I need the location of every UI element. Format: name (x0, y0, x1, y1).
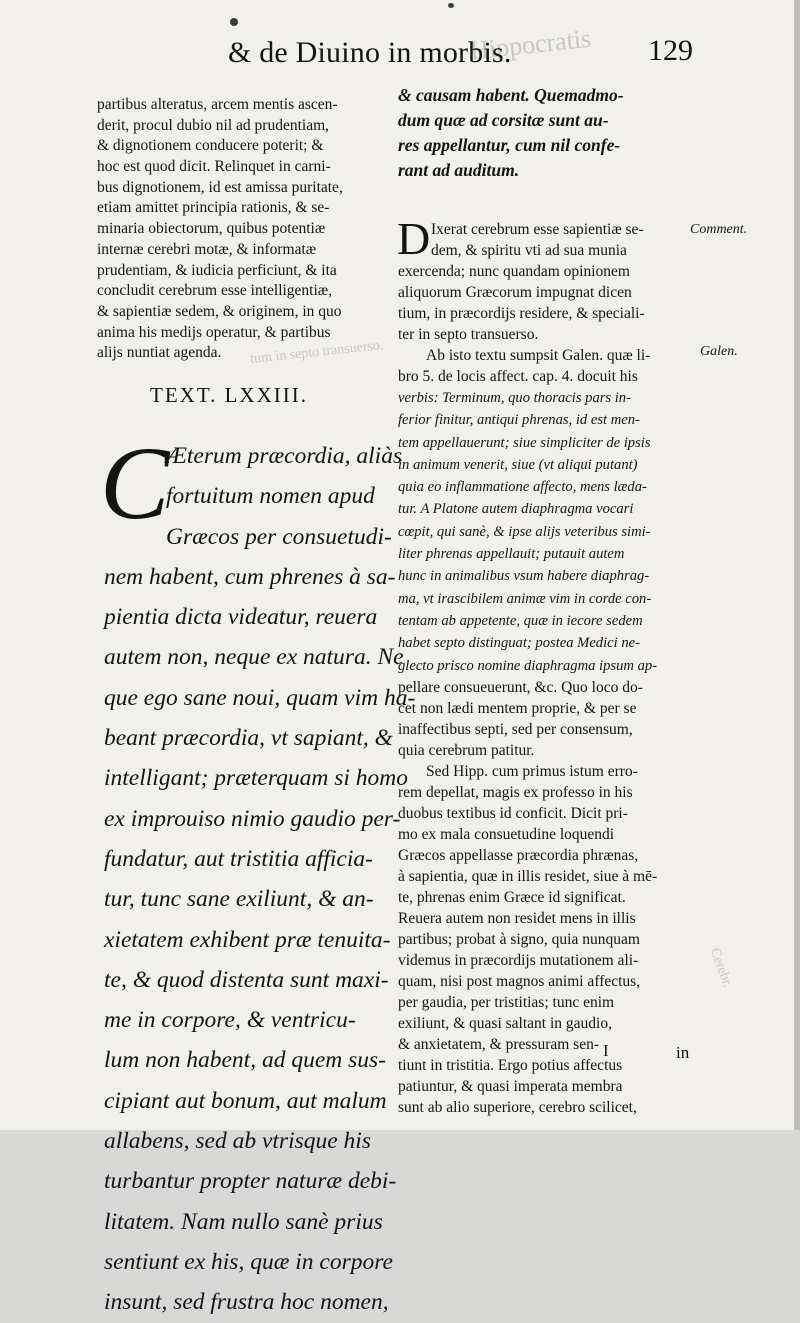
text-line: hunc in animalibus vsum habere diaphrag- (398, 568, 650, 585)
text-line: ferior finitur, antiqui phrenas, id est men- (398, 412, 640, 429)
margin-note-galen: Galen. (700, 344, 738, 359)
text-line: Sed Hipp. cum primus istum erro- (426, 762, 638, 780)
text-line: litatem. Nam nullo sanè prius (104, 1208, 383, 1235)
text-line: cipiant aut bonum, aut malum (104, 1087, 387, 1114)
text-line: dum quæ ad corsitæ sunt au- (398, 110, 609, 130)
text-line: insunt, sed frustra hoc nomen, (104, 1289, 389, 1316)
text-line: duobus textibus id conficit. Dicit pri- (398, 804, 628, 822)
text-line: partibus alteratus, arcem mentis ascen- (97, 96, 338, 113)
text-line: tur, tunc sane exiliunt, & an- (104, 886, 374, 913)
ink-blot (230, 18, 238, 26)
text-line: tiunt in tristitia. Ergo potius affectus (398, 1056, 623, 1074)
text-line: autem non, neque ex natura. Ne (104, 644, 404, 671)
text-line: sunt ab alio superiore, cerebro scilicet, (398, 1098, 637, 1116)
text-line: tium, in præcordijs residere, & speciali- (398, 305, 645, 322)
text-line: anima his medijs operatur, & partibus (97, 323, 331, 341)
text-line: cet non lædi mentem proprie, & per se (398, 699, 637, 717)
text-line: per gaudia, per tristitias; tunc enim (398, 993, 615, 1011)
text-line: sentiunt ex his, quæ in corpore (104, 1248, 393, 1275)
text-line: res appellantur, cum nil confe- (398, 135, 621, 155)
bleed-through-text: Cerebr. (706, 946, 735, 990)
text-line: & sapientiæ sedem, & originem, in quo (97, 302, 342, 320)
bleed-through-text: tum in septo transuerso. (249, 338, 385, 367)
text-line: dem, & spiritu vti ad sua munia (431, 242, 627, 259)
text-line: concludit cerebrum esse intelligentiæ, (97, 282, 333, 300)
page-number: 129 (648, 34, 693, 67)
text-line: xietatem exhibent præ tenuita- (104, 926, 391, 953)
text-line: pientia dicta videatur, reuera (104, 604, 378, 631)
text-line: me in corpore, & ventricu- (104, 1007, 356, 1034)
text-line: te, phrenas enim Græce id significat. (398, 888, 626, 906)
bleed-through-text: Hippocratis (468, 23, 593, 66)
text-line: cœpit, qui sanè, & ipse alijs veteribus simi- (398, 523, 651, 540)
text-line: & anxietatem, & pressuram sen- (398, 1035, 600, 1053)
text-line: quam, nisi post magnos animi affectus, (398, 972, 641, 990)
text-line: patiuntur, & quasi imperata membra (398, 1077, 623, 1095)
text-line: exiliunt, & quasi saltant in gaudio, (398, 1014, 612, 1032)
text-line: bus dignotionem, id est amissa puritate, (97, 178, 343, 196)
text-line: à sapientia, quæ in illis residet, siue à mē- (398, 867, 658, 885)
text-line: ter in septo transuerso. (398, 326, 539, 343)
signature-mark: I (603, 1041, 609, 1060)
commentary-drop-cap: D (397, 213, 431, 264)
text-line: Ab isto textu sumpsit Galen. quæ li- (426, 347, 651, 364)
text-line: mo ex mala consuetudine loquendi (398, 825, 615, 843)
text-line: alijs nuntiat agenda. (97, 344, 222, 362)
text-line: fortuitum nomen apud (166, 483, 375, 510)
text-line: rem depellat, magis ex professo in his (398, 783, 633, 801)
text-line: quia cerebrum patitur. (398, 741, 535, 759)
text-line: ma, vt irascibilem animæ vim in corde con- (398, 590, 652, 607)
catchword: in (676, 1043, 690, 1062)
text-line: que ego sane noui, quam vim ha- (104, 684, 416, 711)
text-line: ex improuiso nimio gaudio per- (104, 805, 401, 832)
text-line: tentam ab appetente, quæ in iecore sedem (398, 612, 643, 629)
text-line: turbantur propter naturæ debi- (104, 1168, 397, 1195)
text-line: Græcos appellasse præcordia phrænas, (398, 846, 639, 864)
text-line: inaffectibus septi, sed per consensum, (398, 720, 633, 738)
drop-cap: C (100, 426, 170, 541)
text-line: liter phrenas appellauit; putauit autem (398, 546, 625, 563)
text-line: glecto prisco nomine diaphragma ipsum ap- (398, 657, 658, 674)
text-line: beant præcordia, vt sapiant, & (104, 725, 393, 752)
text-line: Æterum præcordia, aliàs (166, 443, 403, 469)
text-line: tem appellauerunt; siue simpliciter de ipsis (398, 434, 651, 451)
commentary-column (398, 219, 688, 1118)
right-column-text-end (398, 83, 686, 183)
text-line: verbis: Terminum, quo thoracis pars in- (398, 390, 631, 406)
text-line: te, & quod distenta sunt maxi- (104, 966, 389, 993)
text-line: Ixerat cerebrum esse sapientiæ se- (431, 221, 644, 238)
text-line: Græcos per consuetudi- (166, 523, 392, 550)
page-edge-shadow (794, 0, 800, 1130)
text-line: & dignotionem conducere poterit; & (97, 137, 324, 155)
hippocrates-text (104, 436, 416, 1323)
text-line: & causam habent. Quemadmo- (398, 85, 624, 105)
text-line: allabens, sed ab vtrisque his (104, 1128, 371, 1155)
text-line: videmus in præcordijs mutationem ali- (398, 951, 639, 969)
ink-blot (448, 3, 454, 8)
text-line: pellare consueuerunt, &c. Quo loco do- (398, 678, 643, 696)
text-line: habet septo distinguat; postea Medici ne- (398, 635, 640, 652)
text-line: aliquorum Græcorum impugnat dicen (398, 284, 632, 301)
running-title: & de Diuino in morbis. (228, 36, 512, 69)
text-line: fundatur, aut tristitia afficia- (104, 845, 373, 872)
text-line: nem habent, cum phrenes à sa- (104, 563, 396, 590)
text-line: internæ cerebri motæ, & informatæ (97, 240, 317, 258)
text-line: exercenda; nunc quandam opinionem (398, 263, 630, 280)
left-column-top (97, 95, 387, 364)
text-line: lum non habent, ad quem sus- (104, 1047, 386, 1074)
text-line: intelligant; præterquam si homo (104, 765, 408, 792)
text-line: minaria obiectorum, quibus potentiæ (97, 220, 326, 238)
text-line: hoc est quod dicit. Relinquet in carni- (97, 158, 331, 176)
text-line: etiam amittet principia rationis, & se- (97, 199, 330, 217)
margin-note-commentator: Comment. (690, 222, 748, 237)
text-line: derit, procul dubio nil ad prudentiam, (97, 116, 330, 134)
text-line: tur. A Platone autem diaphragma vocari (398, 501, 634, 518)
text-line: quia eo inflammatione affecto, mens læda- (398, 479, 647, 496)
section-heading: TEXT. LXXIII. (150, 383, 308, 407)
text-line: rant ad auditum. (398, 160, 520, 180)
text-line: bro 5. de locis affect. cap. 4. docuit his (398, 368, 638, 385)
text-line: Reuera autem non residet mens in illis (398, 909, 636, 927)
text-line: partibus; probat à signo, quia nunquam (398, 930, 640, 948)
text-line: prudentiam, & iudicia perficiunt, & ita (97, 261, 337, 279)
text-line: in animum venerit, siue (vt aliqui putant) (398, 456, 638, 473)
